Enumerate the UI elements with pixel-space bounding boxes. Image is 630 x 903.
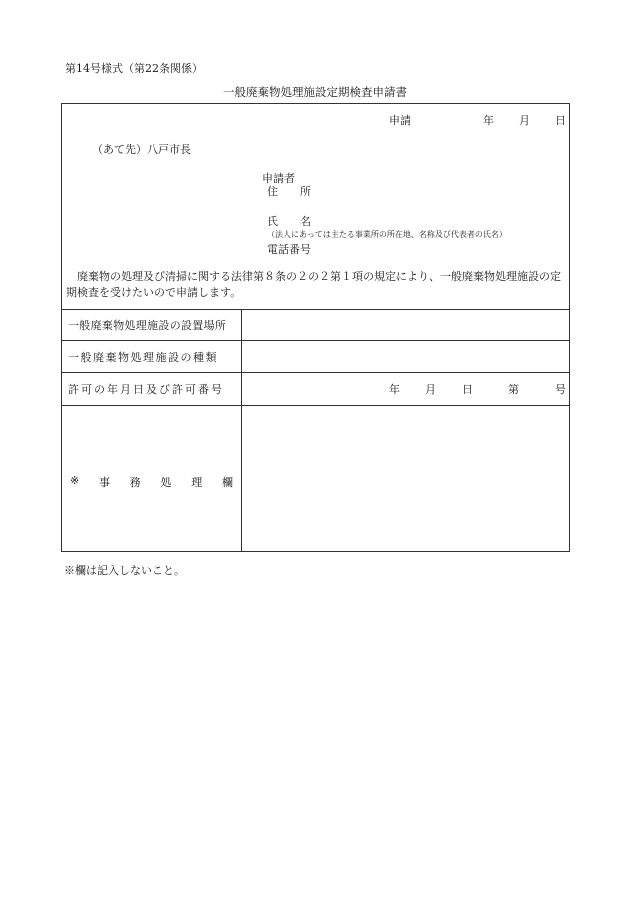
application-form — [61, 103, 570, 552]
office-char-5: 理 — [191, 476, 203, 489]
facility-type-field[interactable] — [242, 341, 570, 372]
addressee: （あて先）八戸市長 — [92, 143, 191, 156]
phone-label: 電話番号 — [267, 243, 311, 256]
application-statement: 廃棄物の処理及び清掃に関する法律第８条の２の２第１項の規定により、一般廃棄物処理施設の定期検査を受けたいので申請します。 — [66, 270, 561, 299]
office-use-field — [242, 406, 570, 551]
footnote: ※欄は記入しないこと。 — [64, 564, 185, 577]
permit-dai-label: 第 — [508, 383, 519, 396]
date-year-label: 年 — [483, 114, 494, 127]
office-char-3: 務 — [129, 476, 141, 489]
office-char-4: 処 — [160, 476, 172, 489]
applicant-label: 申請者 — [262, 172, 295, 185]
permit-date-number-label: 許可の年月日及び許可番号 — [68, 383, 224, 396]
permit-month-label: 月 — [425, 383, 436, 396]
installation-location-label: 一般廃棄物処理施設の設置場所 — [68, 319, 227, 332]
permit-date-number-field[interactable] — [242, 373, 570, 405]
office-use-label — [70, 474, 233, 490]
form-number: 第14号様式（第22条関係） — [65, 62, 203, 75]
permit-day-label: 日 — [462, 383, 473, 396]
office-char-2: 事 — [98, 476, 110, 489]
permit-year-label: 年 — [389, 383, 400, 396]
facility-type-label: 一般廃棄物処理施設の種類 — [68, 351, 218, 364]
installation-location-field[interactable] — [242, 310, 570, 340]
name-note: （法人にあっては主たる事業所の所在地、名称及び代表者の氏名） — [267, 230, 507, 239]
date-day-label: 日 — [555, 114, 566, 127]
application-date-label: 申請 — [389, 114, 411, 127]
document-title: 一般廃棄物処理施設定期検査申請書 — [223, 85, 407, 99]
address-label: 住 所 — [267, 185, 311, 198]
name-label: 氏 名 — [267, 215, 311, 228]
date-month-label: 月 — [519, 114, 530, 127]
office-char-1: ※ — [70, 474, 80, 487]
permit-go-label: 号 — [555, 383, 566, 396]
office-char-6: 欄 — [221, 476, 233, 489]
